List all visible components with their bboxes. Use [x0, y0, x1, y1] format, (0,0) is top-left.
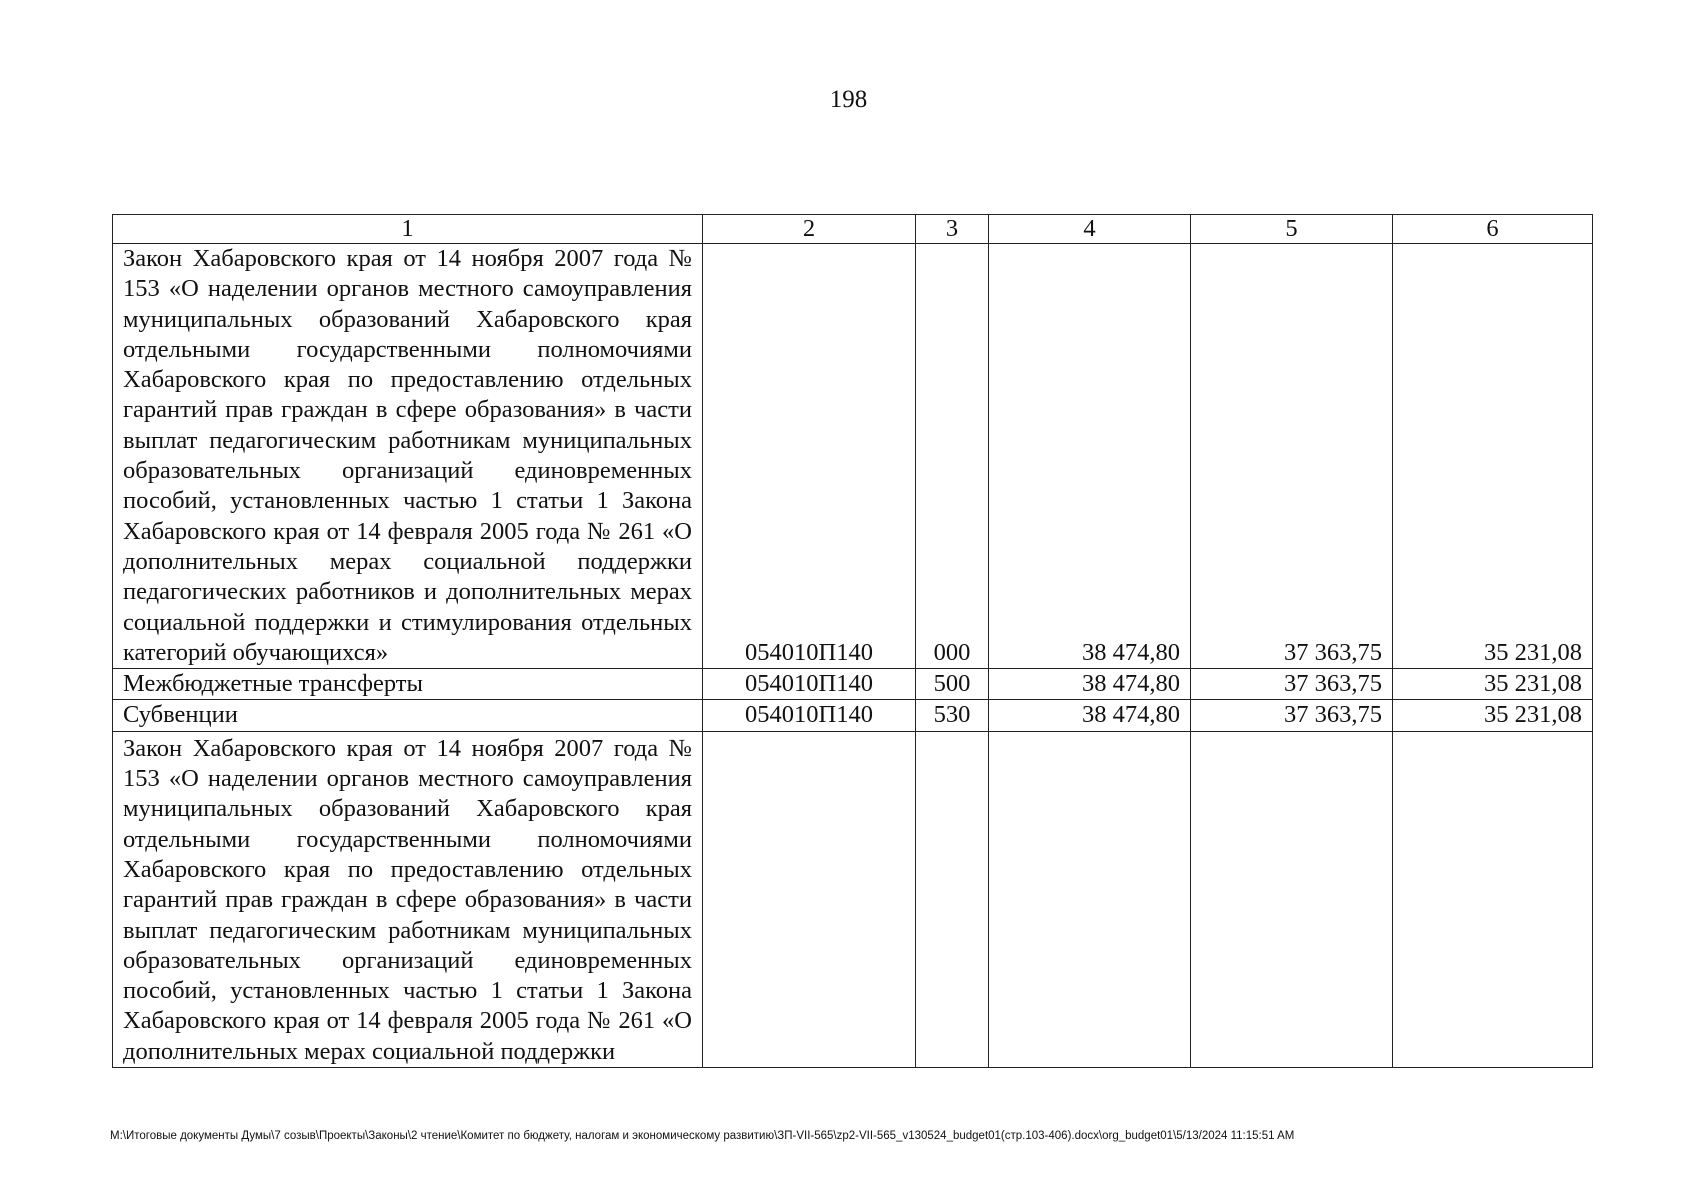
row-target-code: 054010П140: [703, 669, 916, 700]
header-cell-4: 4: [989, 215, 1191, 244]
row-name: Закон Хабаровского края от 14 ноября 2007 года № 153 «О наделении органов местного самоуправления муниципальных образований Хабаровского края отдельными государственными полномочиями Хабаровского края по предоставлению отдельных гарантий прав граждан в сфере образования» в части выплат педагогическим работникам муниципальных образовательных организаций единовременных пособий, установленных частью 1 статьи 1 Закона Хабаровского края от 14 февраля 2005 года № 261 «О дополнительных мерах социальной поддержки педагогических работников и дополнительных мерах социальной поддержки и стимулирования отдельных категорий обучающихся»: [113, 244, 703, 669]
row-value-col5: 37 363,75: [1191, 700, 1393, 731]
row-name: Межбюджетные трансферты: [113, 669, 703, 700]
row-target-code: 054010П140: [703, 244, 916, 669]
table-row: [113, 700, 1593, 731]
row-name: Субвенции: [113, 700, 703, 731]
row-expense-type: [916, 731, 989, 1067]
row-expense-type: 000: [916, 244, 989, 669]
header-cell-5: 5: [1191, 215, 1393, 244]
row-value-col5: 37 363,75: [1191, 244, 1393, 669]
table-row: [113, 731, 1593, 1067]
header-cell-3: 3: [916, 215, 989, 244]
row-expense-type: 530: [916, 700, 989, 731]
row-value-col6: [1393, 731, 1593, 1067]
row-value-col6: 35 231,08: [1393, 700, 1593, 731]
budget-table: [112, 214, 1593, 1068]
table-header-row: [113, 215, 1593, 244]
header-cell-2: 2: [703, 215, 916, 244]
row-value-col4: 38 474,80: [989, 244, 1191, 669]
row-value-col5: 37 363,75: [1191, 669, 1393, 700]
table-row: [113, 244, 1593, 669]
row-value-col4: 38 474,80: [989, 669, 1191, 700]
footer-file-path: M:\Итоговые документы Думы\7 созыв\Проекты\Законы\2 чтение\Комитет по бюджету, налогам и экономическому развитию\ЗП-VII-565\zp2-VII-565_v130524_budget01(стр.103-406).docx\org_budget01\5/13/2024 11:15:51 AM: [110, 1130, 1295, 1142]
row-value-col4: 38 474,80: [989, 700, 1191, 731]
row-name: Закон Хабаровского края от 14 ноября 2007 года № 153 «О наделении органов местного самоуправления муниципальных образований Хабаровского края отдельными государственными полномочиями Хабаровского края по предоставлению отдельных гарантий прав граждан в сфере образования» в части выплат педагогическим работникам муниципальных образовательных организаций единовременных пособий, установленных частью 1 статьи 1 Закона Хабаровского края от 14 февраля 2005 года № 261 «О дополнительных мерах социальной поддержки: [113, 731, 703, 1067]
row-value-col6: 35 231,08: [1393, 669, 1593, 700]
row-value-col5: [1191, 731, 1393, 1067]
row-value-col4: [989, 731, 1191, 1067]
page-number: 198: [829, 86, 868, 113]
header-cell-1: 1: [113, 215, 703, 244]
row-value-col6: 35 231,08: [1393, 244, 1593, 669]
table-row: [113, 669, 1593, 700]
row-target-code: [703, 731, 916, 1067]
header-cell-6: 6: [1393, 215, 1593, 244]
row-target-code: 054010П140: [703, 700, 916, 731]
row-expense-type: 500: [916, 669, 989, 700]
